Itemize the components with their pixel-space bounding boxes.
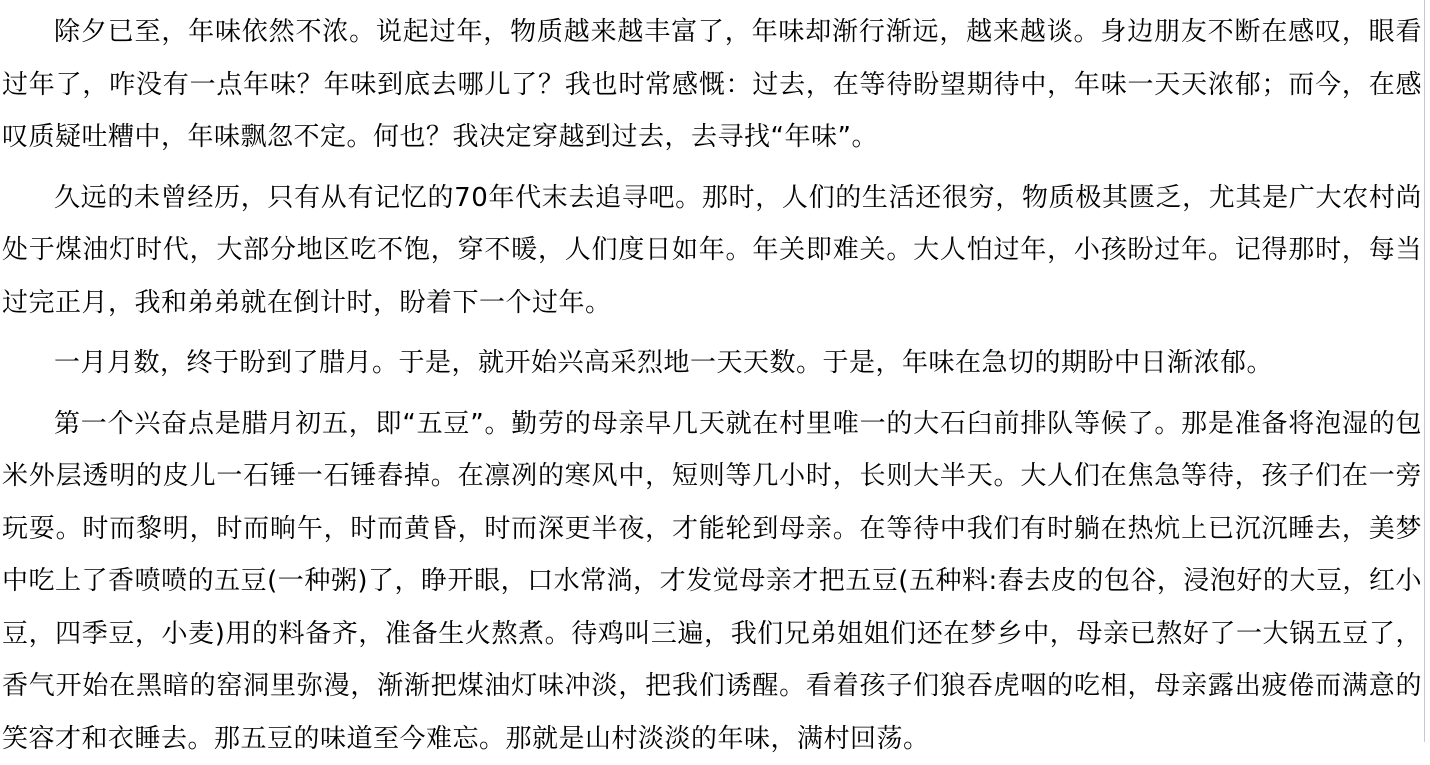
paragraph-seventies: 久远的未曾经历，只有从有记忆的70年代末去追寻吧。那时，人们的生活还很穷，物质极其匮乏，尤其是广大农村尚处于煤油灯时代，大部分地区吃不饱，穿不暖，人们度日如年。年关即难关。大人怕过年，小孩盼过年。记得那时，每当过完正月，我和弟弟就在倒计时，盼着下一个过年。 xyxy=(2,172,1422,330)
paragraph-counting-days: 一月月数，终于盼到了腊月。于是，就开始兴高采烈地一天天数。于是，年味在急切的期盼中日渐浓郁。 xyxy=(2,337,1422,390)
paragraph-intro: 除夕已至，年味依然不浓。说起过年，物质越来越丰富了，年味却渐行渐远，越来越谈。身边朋友不断在感叹，眼看过年了，咋没有一点年味？年味到底去哪儿了？我也时常感慨：过去，在等待盼望期待中，年味一天天浓郁；而今，在感叹质疑吐糟中，年味飘忽不定。何也？我决定穿越到过去，去寻找“年味”。 xyxy=(2,6,1422,164)
paragraph-wudou: 第一个兴奋点是腊月初五，即“五豆”。勤劳的母亲早几天就在村里唯一的大石臼前排队等候了。那是准备将泡湿的包米外层透明的皮儿一石锤一石锤舂掉。在凛冽的寒风中，短则等几小时，长则大半天。大人们在焦急等待，孩子们在一旁玩耍。时而黎明，时而晌午，时而黄昏，时而深更半夜，才能轮到母亲。在等待中我们有时躺在热炕上已沉沉睡去，美梦中吃上了香喷喷的五豆(一种粥)了，睁开眼，口水常淌，才发觉母亲才把五豆(五种料:舂去皮的包谷，浸泡好的大豆，红小豆，四季豆，小麦)用的料备齐，准备生火熬煮。待鸡叫三遍，我们兄弟姐姐们还在梦乡中，母亲已熬好了一大锅五豆了，香气开始在黑暗的窑洞里弥漫，渐渐把煤油灯味冲淡，把我们诱醒。看着孩子们狼吞虎咽的吃相，母亲露出疲倦而满意的笑容才和衣睡去。那五豆的味道至今难忘。那就是山村淡淡的年味，满村回荡。 xyxy=(2,398,1422,765)
page-right-border xyxy=(1424,0,1425,742)
